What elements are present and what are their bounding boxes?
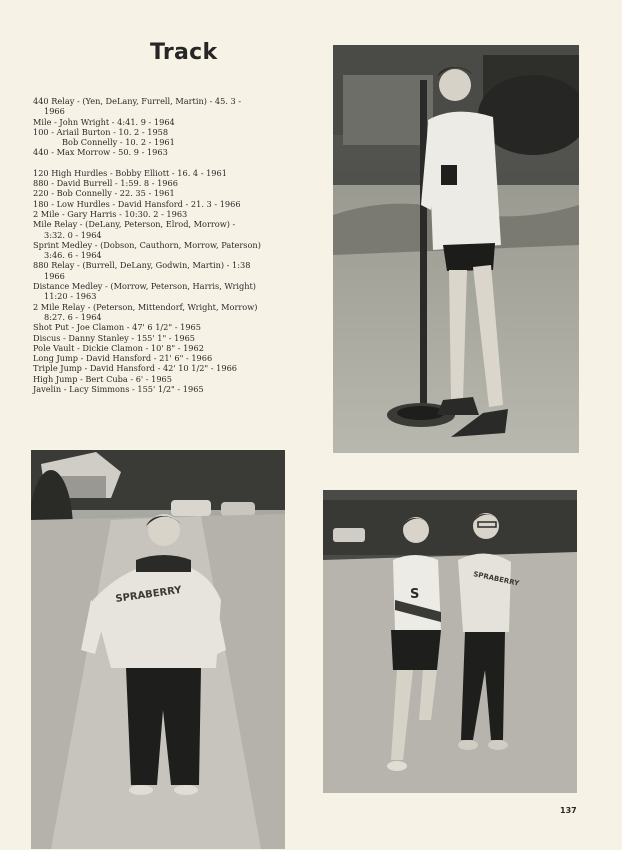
record-line: Discus - Danny Stanley - 155' 1" - 1965 xyxy=(33,332,196,343)
record-line: 100 - Ariail Burton - 10. 2 - 1958 xyxy=(33,126,169,137)
record-line: 440 - Max Morrow - 50. 9 - 1963 xyxy=(33,147,168,158)
record-line: 1966 xyxy=(44,270,65,281)
record-line: 180 - Low Hurdles - David Hansford - 21. 3 - 1966 xyxy=(33,198,241,209)
record-line: 120 High Hurdles - Bobby Elliott - 16. 4 - 1961 xyxy=(33,167,227,178)
record-line: Javelin - Lacy Simmons - 155' 1/2" - 1965 xyxy=(33,384,204,395)
record-line: 3:32. 0 - 1964 xyxy=(44,229,102,240)
record-line: Mile - John Wright - 4:41. 9 - 1964 xyxy=(33,116,175,127)
sweatshirt-lettering-2: SPRABERRY xyxy=(472,570,520,588)
record-line: 880 - David Burrell - 1:59. 8 - 1966 xyxy=(33,178,178,189)
record-line: 3:46. 6 - 1964 xyxy=(44,250,102,261)
record-line: Mile Relay - (DeLany, Peterson, Elrod, Morrow) - xyxy=(33,219,236,230)
record-line: 220 - Bob Connelly - 22. 35 - 1961 xyxy=(33,188,175,199)
record-line: Distance Medley - (Morrow, Peterson, Harris, Wright) xyxy=(33,281,256,292)
sweatshirt-lettering: SPRABERRY xyxy=(114,584,183,605)
record-line: 2 Mile Relay - (Peterson, Mittendorf, Wright, Morrow) xyxy=(33,301,258,312)
record-line: Shot Put - Joe Clamon - 47' 6 1/2" - 1965 xyxy=(33,322,201,333)
record-line: 11:20 - 1963 xyxy=(44,291,97,302)
photo-athlete-with-pole xyxy=(333,45,579,453)
track-records-list xyxy=(33,96,301,394)
record-line: High Jump - Bert Cuba - 6' - 1965 xyxy=(33,373,172,384)
photo-two-runners xyxy=(323,490,577,793)
record-line: Triple Jump - David Hansford - 42' 10 1/2" - 1966 xyxy=(33,363,237,374)
singlet-letter: S xyxy=(410,587,420,602)
record-line: 880 Relay - (Burrell, DeLany, Godwin, Martin) - 1:38 xyxy=(33,260,251,271)
page-title: Track xyxy=(150,40,218,65)
record-line: 440 Relay - (Yen, DeLany, Furrell, Martin) - 45. 3 - xyxy=(33,96,242,106)
record-line: 1966 xyxy=(44,106,65,117)
record-line: 2 Mile - Gary Harris - 10:30. 2 - 1963 xyxy=(33,208,188,219)
record-line: 8:27. 6 - 1964 xyxy=(44,311,102,322)
record-line: Long Jump - David Hansford - 21' 6" - 1966 xyxy=(33,353,213,364)
record-line: Bob Connelly - 10. 2 - 1961 xyxy=(62,137,175,148)
page-number: 137 xyxy=(560,806,577,815)
record-line: Sprint Medley - (Dobson, Cauthorn, Morrow, Paterson) xyxy=(33,239,261,250)
record-line: Pole Vault - Dickie Clamon - 10' 8" - 1962 xyxy=(33,342,204,353)
photo-runner-on-road xyxy=(31,450,285,849)
